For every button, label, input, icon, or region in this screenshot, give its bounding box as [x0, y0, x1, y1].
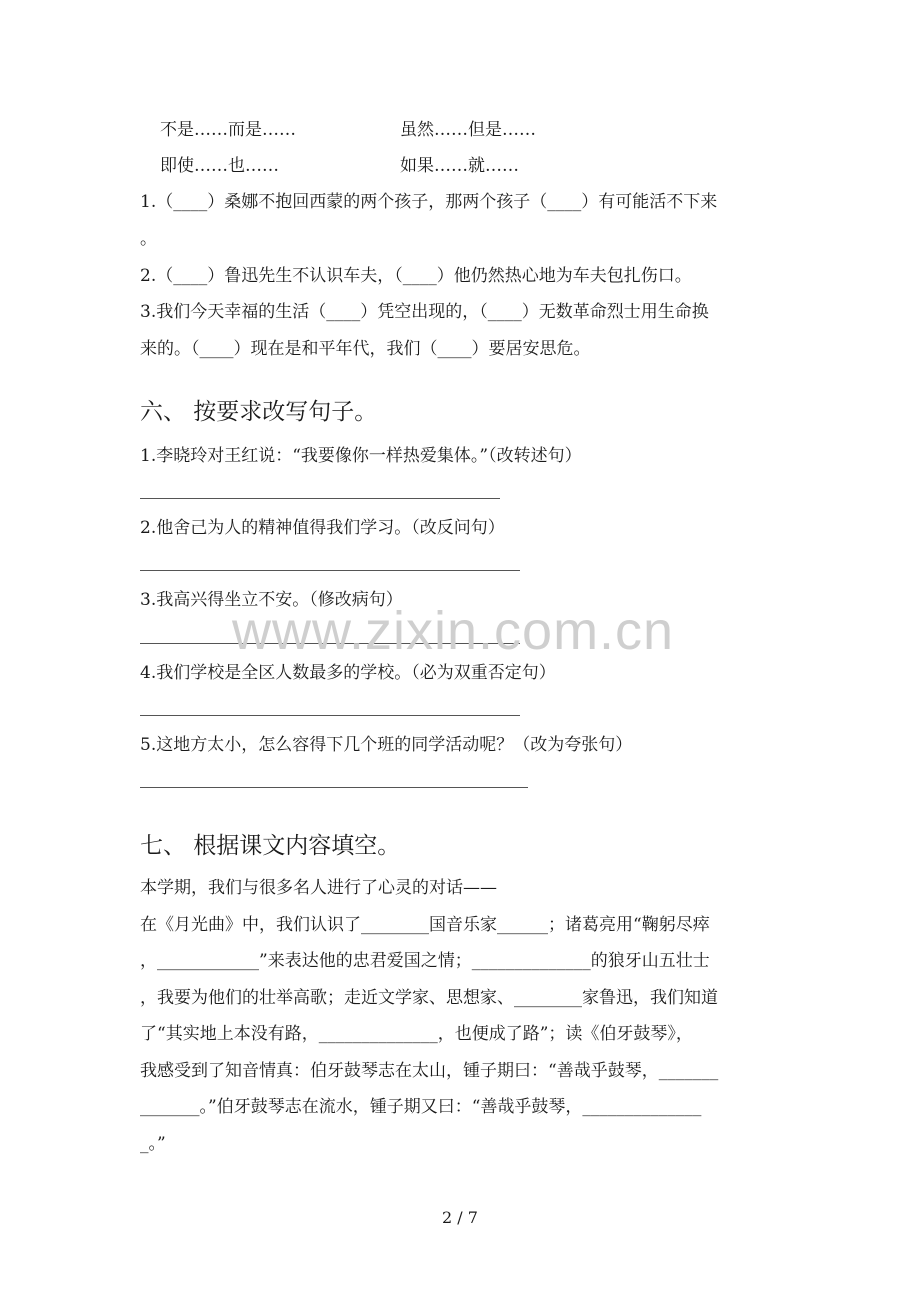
rewrite-question: 1.李晓玲对王红说：“我要像你一样热爱集体。”（改转述句） — [140, 446, 582, 466]
answer-line[interactable] — [140, 715, 520, 716]
fill-blank-question: 2.（____）鲁迅先生不认识车夫，（____）他仍然热心地为车夫包扎伤口。 — [140, 266, 692, 286]
rewrite-question: 5.这地方太小，怎么容得下几个班的同学活动呢？（改为夸张句） — [140, 735, 633, 755]
conjunction-option: 不是……而是…… — [160, 120, 296, 140]
conjunction-option: 虽然……但是…… — [400, 120, 536, 140]
conjunction-option: 即使……也…… — [160, 156, 279, 176]
section-heading: 七、 根据课文内容填空。 — [140, 833, 401, 859]
passage-line: ，____________”来表达他的忠君爱国之情；______________的狼牙山五壮士 — [140, 951, 710, 971]
fill-blank-question: 。 — [140, 229, 157, 249]
fill-blank-question: 来的。（____）现在是和平年代，我们（____）要居安思危。 — [140, 339, 591, 359]
watermark: www.zixin.com.cn — [232, 601, 675, 661]
answer-line[interactable] — [140, 570, 520, 571]
answer-line[interactable] — [140, 787, 528, 788]
rewrite-question: 3.我高兴得坐立不安。（修改病句） — [140, 590, 403, 610]
answer-line[interactable] — [140, 498, 500, 499]
conjunction-option: 如果……就…… — [400, 156, 519, 176]
passage-line: _______。”伯牙鼓琴志在流水，锺子期又曰：“善哉乎鼓琴，______________ — [140, 1097, 702, 1117]
passage-line: _。” — [140, 1134, 166, 1154]
passage-line: 我感受到了知音情真：伯牙鼓琴志在太山，锺子期曰：“善哉乎鼓琴，_______ — [140, 1061, 719, 1081]
page-number: 2 / 7 — [442, 1208, 478, 1227]
rewrite-question: 2.他舍己为人的精神值得我们学习。（改反问句） — [140, 518, 505, 538]
passage-line: 本学期，我们与很多名人进行了心灵的对话—— — [140, 878, 497, 898]
rewrite-question: 4.我们学校是全区人数最多的学校。（必为双重否定句） — [140, 663, 556, 683]
passage-line: ，我要为他们的壮举高歌；走近文学家、思想家、________家鲁迅，我们知道 — [140, 988, 718, 1008]
fill-blank-question: 3.我们今天幸福的生活（____）凭空出现的，（____）无数革命烈士用生命换 — [140, 302, 709, 322]
passage-line: 了“其实地上本没有路，______________，也便成了路”；读《伯牙鼓琴》， — [140, 1024, 693, 1044]
section-heading: 六、 按要求改写句子。 — [140, 399, 378, 425]
fill-blank-question: 1.（____）桑娜不抱回西蒙的两个孩子，那两个孩子（____）有可能活不下来 — [140, 192, 718, 212]
passage-line: 在《月光曲》中，我们认识了________国音乐家______；诸葛亮用“鞠躬尽瘁 — [140, 915, 710, 935]
